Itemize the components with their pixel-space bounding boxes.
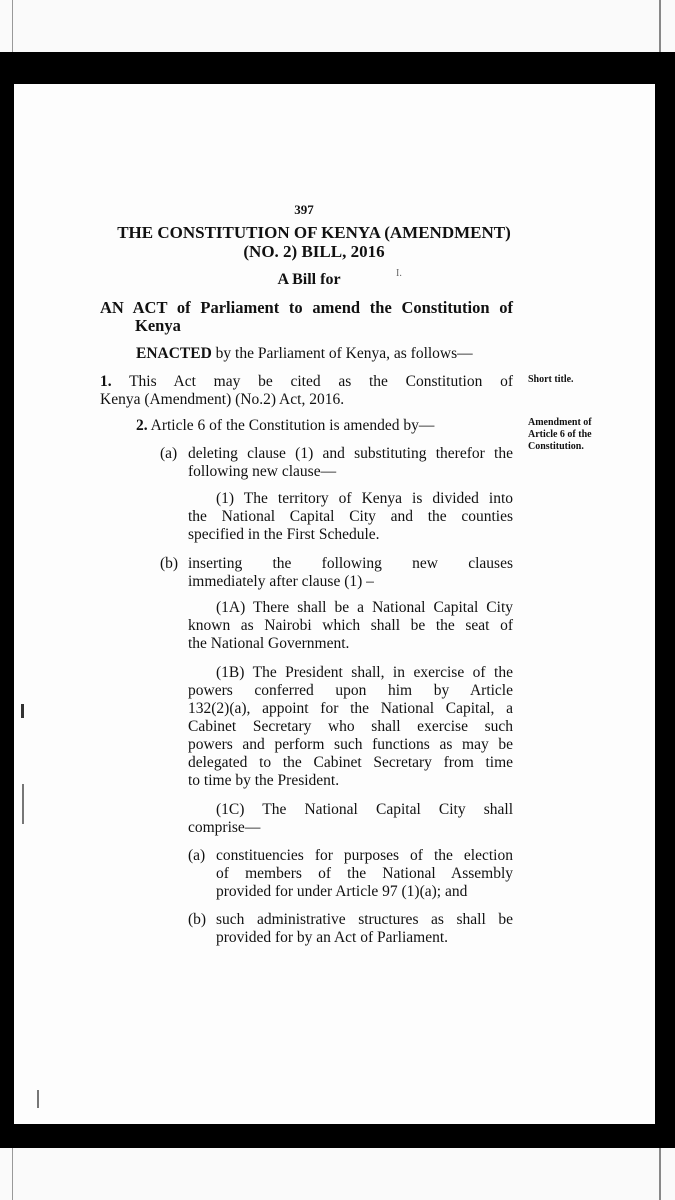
page-edge-line — [659, 0, 661, 52]
clause-1-line-3: specified in the First Schedule. — [188, 526, 380, 543]
clause-1b-line-4: Cabinet Secretary who shall exercise such — [188, 718, 513, 735]
item-b-line-1: inserting the following new clauses — [188, 555, 513, 572]
item-a-line-2: following new clause— — [188, 463, 337, 480]
subitem-b-line-2: provided for by an Act of Parliament. — [216, 929, 449, 946]
clause-1b-line-1: (1B) The President shall, in exercise of the — [216, 664, 513, 681]
act-description-line-2: Kenya — [135, 316, 181, 335]
clause-1a-line-1: (1A) There shall be a National Capital City — [216, 599, 513, 616]
margin-note-amendment-line-1: Amendment of — [528, 417, 592, 428]
section-1-line-2: Kenya (Amendment) (No.2) Act, 2016. — [100, 391, 345, 408]
page-number: 397 — [294, 202, 314, 217]
section-1-line-1 — [100, 372, 513, 391]
page-edge-line — [659, 1148, 661, 1200]
item-b-line-2: immediately after clause (1) – — [188, 573, 374, 590]
bill-title-line-2: (NO. 2) BILL, 2016 — [243, 242, 385, 261]
page-edge-line — [12, 1148, 13, 1200]
next-page-strip — [0, 1148, 675, 1200]
item-a-line-1: deleting clause (1) and substituting therefor the — [188, 445, 513, 462]
enacted-text: by the Parliament of Kenya, as follows— — [211, 345, 473, 362]
scan-mark — [22, 784, 24, 824]
stray-mark: I. — [396, 268, 402, 279]
document-page — [14, 84, 655, 1124]
bill-subtitle: A Bill for — [277, 271, 341, 288]
clause-1c-line-1: (1C) The National Capital City shall — [216, 801, 513, 818]
clause-1b-line-2: powers conferred upon him by Article — [188, 682, 513, 699]
clause-1-line-1: (1) The territory of Kenya is divided into — [216, 490, 513, 507]
scan-mark — [21, 704, 24, 718]
margin-note-short-title: Short title. — [528, 374, 574, 385]
margin-note-amendment-line-2: Article 6 of the — [528, 429, 592, 440]
clause-1c-line-2: comprise— — [188, 819, 261, 836]
clause-1b-line-5: powers and perform such functions as may be — [188, 736, 513, 753]
enacting-clause — [136, 344, 473, 363]
act-description-line-1: AN ACT of Parliament to amend the Constitution of — [100, 298, 513, 317]
section-1-number: 1. — [100, 373, 112, 390]
subitem-b-label: (b) — [188, 911, 207, 928]
section-2-number: 2. — [136, 417, 148, 434]
scan-mark — [37, 1090, 39, 1108]
clause-1b-line-3: 132(2)(a), appoint for the National Capital, a — [188, 700, 513, 717]
bill-title-line-1: THE CONSTITUTION OF KENYA (AMENDMENT) — [117, 223, 511, 242]
item-a-label: (a) — [160, 445, 178, 462]
section-1-text: This Act may be cited as the Constitution of — [111, 373, 513, 390]
subitem-a-line-2: of members of the National Assembly — [216, 865, 513, 882]
section-2-line — [136, 416, 434, 435]
item-b-label: (b) — [160, 555, 179, 572]
section-2-text: Article 6 of the Constitution is amended by— — [147, 417, 435, 434]
margin-note-amendment-line-3: Constitution. — [528, 441, 584, 452]
subitem-a-line-3: provided for under Article 97 (1)(a); and — [216, 883, 468, 900]
subitem-a-label: (a) — [188, 847, 206, 864]
enacted-keyword: ENACTED — [136, 345, 212, 362]
previous-page-strip — [0, 0, 675, 56]
subitem-b-line-1: such administrative structures as shall be — [216, 911, 513, 928]
clause-1b-line-7: to time by the President. — [188, 772, 340, 789]
clause-1a-line-2: known as Nairobi which shall be the seat of — [188, 617, 513, 634]
clause-1b-line-6: delegated to the Cabinet Secretary from time — [188, 754, 513, 771]
clause-1a-line-3: the National Government. — [188, 635, 350, 652]
subitem-a-line-1: constituencies for purposes of the election — [216, 847, 513, 864]
page-edge-line — [12, 0, 13, 52]
clause-1-line-2: the National Capital City and the counties — [188, 508, 513, 525]
